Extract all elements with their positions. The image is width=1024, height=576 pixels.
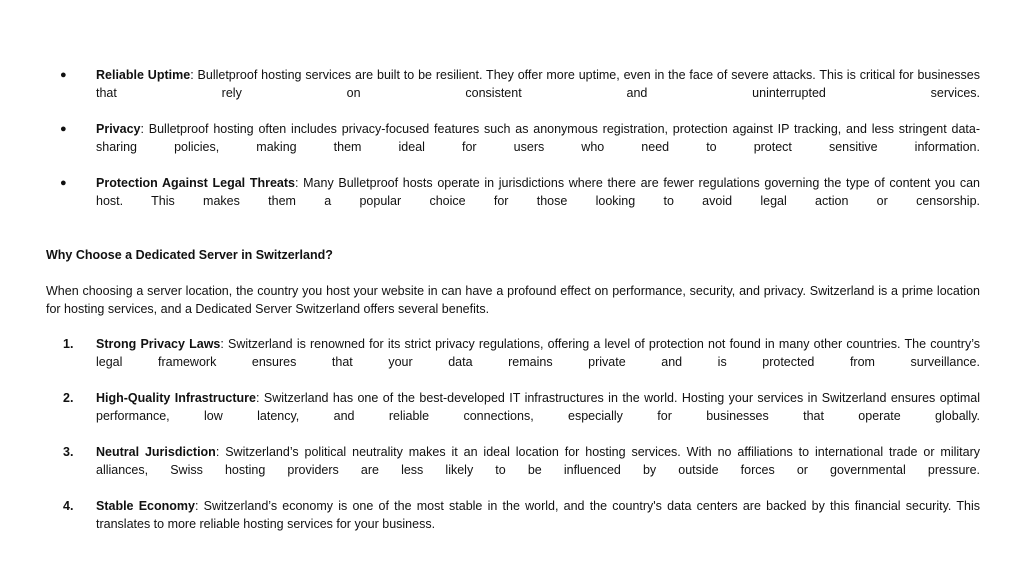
document-page	[46, 66, 980, 551]
bullet-item-reliable-uptime	[46, 66, 980, 102]
numbered-text: : Switzerland’s economy is one of the most stable in the world, and the country's data centers are backed by this financial security. This translates to more reliable hosting services for your business.	[96, 499, 980, 531]
bullet-text: : Bulletproof hosting services are built to be resilient. They offer more uptime, even in the face of severe attacks. This is critical for businesses that rely on consistent and uninterrupted services.	[96, 68, 980, 100]
bullet-marker: ●	[60, 123, 67, 135]
bullet-list	[46, 66, 980, 210]
numbered-text: : Switzerland is renowned for its strict privacy regulations, offering a level of protection not found in many other countries. The country’s legal framework ensures that your data remains private and is protected from surveillance.	[96, 337, 980, 369]
numbered-term: Strong Privacy Laws	[96, 337, 221, 351]
bullet-item-privacy	[46, 120, 980, 156]
bullet-marker: ●	[60, 177, 67, 189]
numbered-term: Stable Economy	[96, 499, 195, 513]
bullet-text: : Bulletproof hosting often includes privacy-focused features such as anonymous registration, protection against IP tracking, and less stringent data-sharing policies, making them ideal for users who need to protect sensitive information.	[96, 122, 980, 154]
bullet-text: : Many Bulletproof hosts operate in jurisdictions where there are fewer regulations governing the type of content you can host. This makes them a popular choice for those looking to avoid legal action or censorship.	[96, 176, 981, 208]
number-marker: 4.	[63, 499, 74, 513]
bullet-term: Privacy	[96, 122, 141, 136]
number-marker: 1.	[63, 337, 74, 351]
number-marker: 3.	[63, 445, 74, 459]
numbered-item-privacy-laws	[46, 335, 980, 371]
numbered-term: High-Quality Infrastructure	[96, 391, 256, 405]
numbered-item-stable-economy	[46, 497, 980, 533]
numbered-list	[46, 335, 980, 533]
numbered-item-neutral-jurisdiction	[46, 443, 980, 479]
numbered-term: Neutral Jurisdiction	[96, 445, 216, 459]
numbered-text: : Switzerland’s political neutrality makes it an ideal location for hosting services. With no affiliations to international trade or military alliances, Swiss hosting providers are less likely to be influenced by outside forces or governmental pressure.	[96, 445, 980, 477]
numbered-item-infrastructure	[46, 389, 980, 425]
bullet-marker: ●	[60, 69, 67, 81]
intro-paragraph: When choosing a server location, the country you host your website in can have a profound effect on performance, security, and privacy. Switzerland is a prime location for hosting services, and a Dedicated Server Switzerland offers several benefits.	[46, 284, 980, 316]
bullet-item-legal-threats	[46, 174, 980, 210]
numbered-text: : Switzerland has one of the best-developed IT infrastructures in the world. Hosting your services in Switzerland ensures optimal performance, low latency, and reliable connections, especially for businesses that operate globally.	[96, 391, 981, 423]
bullet-term: Reliable Uptime	[96, 68, 191, 82]
bullet-term: Protection Against Legal Threats	[96, 176, 295, 190]
section-heading: Why Choose a Dedicated Server in Switzerland?	[46, 248, 333, 262]
number-marker: 2.	[63, 391, 74, 405]
